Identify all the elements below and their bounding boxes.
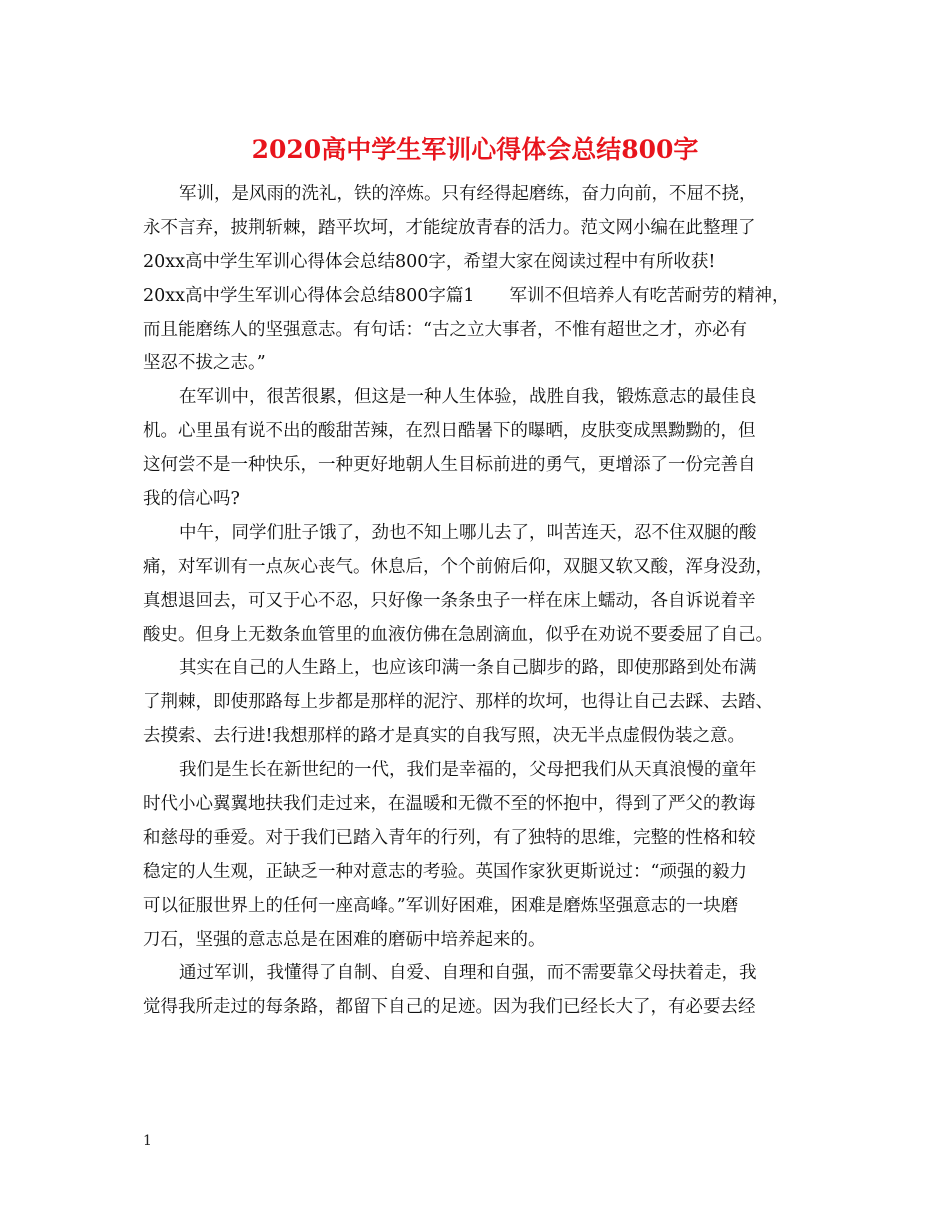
- body-line: 机。心里虽有说不出的酸甜苦辣，在烈日酷暑下的曝晒，皮肤变成黑黝黝的，但: [143, 421, 756, 442]
- body-line: 中午，同学们肚子饿了，劲也不知上哪儿去了，叫苦连天，忍不住双腿的酸: [179, 522, 757, 543]
- document-body: [143, 178, 808, 1025]
- body-line: 真想退回去，可又于心不忍，只好像一条条虫子一样在床上蠕动，各自诉说着辛: [143, 590, 756, 611]
- body-line: 我的信心吗?: [143, 489, 240, 510]
- body-line: 和慈母的垂爱。对于我们已踏入青年的行列，有了独特的思维，完整的性格和较: [143, 827, 756, 848]
- body-line: 20xx高中学生军训心得体会总结800字篇1 军训不但培养人有吃苦耐劳的精神，: [143, 285, 790, 306]
- body-line: 了荆棘，即使那路每上步都是那样的泥泞、那样的坎坷，也得让自己去踩、去踏、: [143, 692, 773, 713]
- body-line: 时代小心翼翼地扶我们走过来，在温暖和无微不至的怀抱中，得到了严父的教诲: [143, 794, 756, 815]
- body-line: 军训，是风雨的洗礼，铁的淬炼。只有经得起磨练，奋力向前，不屈不挠，: [179, 184, 757, 204]
- body-line: 永不言弃，披荆斩棘，踏平坎坷，才能绽放青春的活力。范文网小编在此整理了: [143, 217, 756, 238]
- body-line: 坚忍不拔之志。”: [143, 353, 266, 374]
- body-line: 酸史。但身上无数条血管里的血液仿佛在急剧滴血，似乎在劝说不要委屈了自己。: [143, 624, 773, 645]
- body-line: 痛，对军训有一点灰心丧气。休息后，个个前俯后仰，双腿又软又酸，浑身没劲，: [143, 556, 773, 577]
- body-line: 在军训中，很苦很累，但这是一种人生体验，战胜自我，锻炼意志的最佳良: [179, 387, 757, 408]
- body-line: 去摸索、去行进!我想那样的路才是真实的自我写照，决无半点虚假伪装之意。: [143, 726, 746, 747]
- body-line: 觉得我所走过的每条路，都留下自己的足迹。因为我们已经长大了，有必要去经: [143, 997, 756, 1018]
- body-line: 我们是生长在新世纪的一代，我们是幸福的，父母把我们从天真浪慢的童年: [179, 760, 757, 781]
- body-line: 其实在自己的人生路上，也应该印满一条自己脚步的路，即使那路到处布满: [179, 658, 757, 679]
- body-line: 这何尝不是一种快乐，一种更好地朝人生目标前进的勇气，更增添了一份完善自: [143, 455, 756, 476]
- body-line: 而且能磨练人的坚强意志。有句话：“古之立大事者，不惟有超世之才，亦必有: [143, 319, 747, 340]
- body-line: 可以征服世界上的任何一座高峰。”军训好困难，困难是磨炼坚强意志的一块磨: [143, 895, 739, 916]
- page-number: 1: [143, 1133, 152, 1149]
- body-line: 20xx高中学生军训心得体会总结800字，希望大家在阅读过程中有所收获!: [143, 251, 716, 272]
- body-line: 稳定的人生观，正缺乏一种对意志的考验。英国作家狄更斯说过：“顽强的毅力: [143, 861, 747, 882]
- body-line: 刀石，坚强的意志总是在困难的磨砺中培养起来的。: [143, 929, 546, 950]
- body-line: 通过军训，我懂得了自制、自爱、自理和自强，而不需要靠父母扶着走，我: [179, 963, 757, 984]
- document-title: 2020高中学生军训心得体会总结800字: [251, 135, 699, 164]
